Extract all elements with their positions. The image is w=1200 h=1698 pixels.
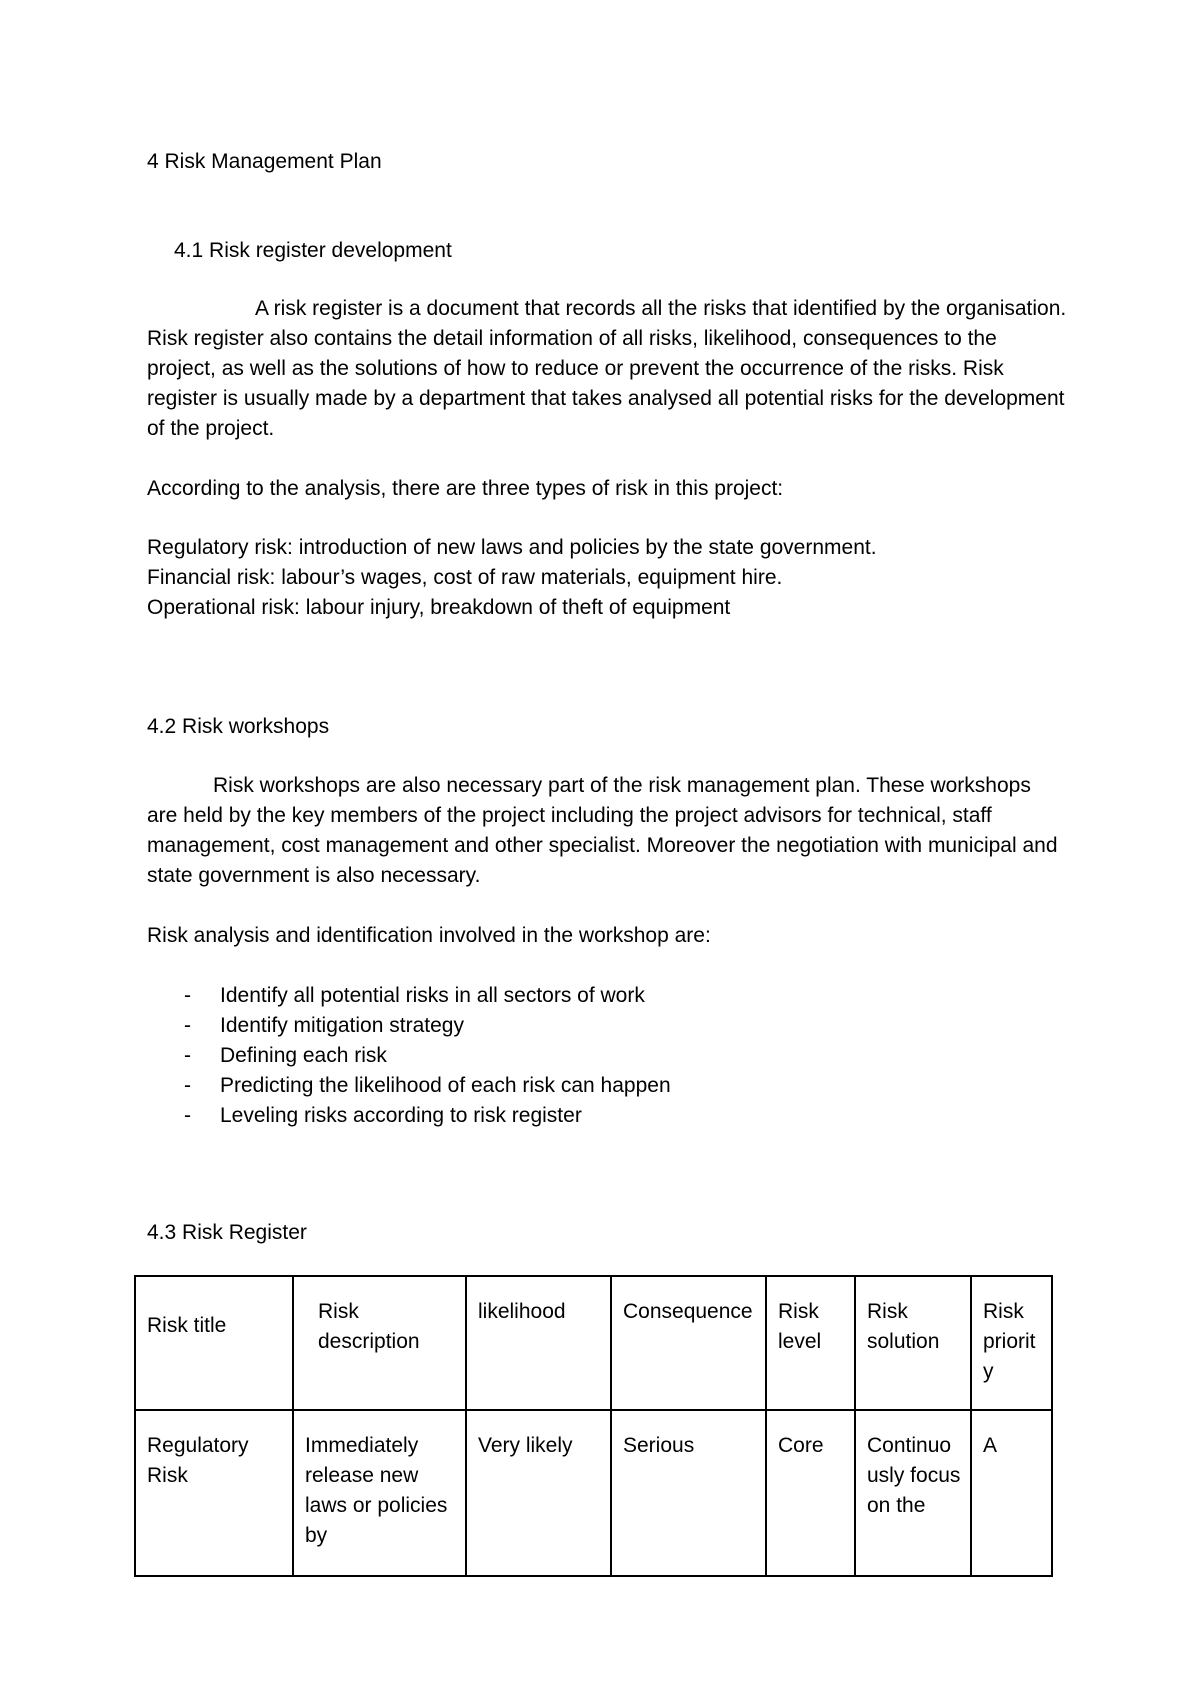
cell-risk-solution: Continuously focus on the — [855, 1410, 971, 1576]
bullet-dash: - — [184, 1074, 191, 1097]
section-4-1-title: 4.1 Risk register development — [174, 239, 452, 262]
cell-likelihood: Very likely — [466, 1410, 611, 1576]
risk-register-paragraph: A risk register is a document that records all the risks that identified by the organisation. Risk register also contains the detail information of all risks, likelihood, consequences to the project, as well as the solutions of how to reduce or prevent the occurrence of the risks. Risk register is usually made by a department that takes analysed all potential risks for the development of the project. — [147, 297, 1067, 440]
list-item-text: Identify mitigation strategy — [220, 1014, 464, 1037]
bullet-dash: - — [184, 984, 191, 1007]
list-item-text: Defining each risk — [220, 1044, 387, 1067]
list-item — [147, 1071, 671, 1101]
list-item-text: Predicting the likelihood of each risk can happen — [220, 1074, 671, 1097]
bullet-dash: - — [184, 1014, 191, 1037]
cell-consequence: Serious — [611, 1410, 766, 1576]
header-risk-solution: Risk solution — [855, 1276, 971, 1410]
header-risk-level: Risk level — [766, 1276, 855, 1410]
section-4-2-title: 4.2 Risk workshops — [147, 715, 330, 738]
risk-type-financial: Financial risk: labour’s wages, cost of raw materials, equipment hire. — [147, 566, 783, 589]
header-risk-title: Risk title — [135, 1276, 293, 1410]
workshop-list-intro: Risk analysis and identification involved in the workshop are: — [147, 924, 711, 947]
table-row — [135, 1410, 1052, 1576]
list-item — [147, 981, 671, 1011]
header-consequence: Consequence — [611, 1276, 766, 1410]
header-risk-priority: Risk priority — [971, 1276, 1052, 1410]
cell-risk-description: Immediately release new laws or policies by — [293, 1410, 466, 1576]
table-header-row — [135, 1276, 1052, 1410]
list-item — [147, 1041, 671, 1071]
cell-risk-priority: A — [971, 1410, 1052, 1576]
risk-type-operational: Operational risk: labour injury, breakdown of theft of equipment — [147, 596, 731, 619]
bullet-dash: - — [184, 1044, 191, 1067]
workshop-activities-list — [147, 981, 671, 1131]
header-risk-description: Risk description — [293, 1276, 466, 1410]
list-item — [147, 1101, 671, 1131]
cell-risk-level: Core — [766, 1410, 855, 1576]
section-4-3-title: 4.3 Risk Register — [147, 1221, 307, 1244]
main-heading: 4 Risk Management Plan — [147, 150, 382, 173]
analysis-intro: According to the analysis, there are three types of risk in this project: — [147, 477, 784, 500]
list-item-text: Identify all potential risks in all sectors of work — [220, 984, 645, 1007]
risk-register-table — [134, 1275, 1053, 1577]
bullet-dash: - — [184, 1104, 191, 1127]
list-item — [147, 1011, 671, 1041]
list-item-text: Leveling risks according to risk register — [220, 1104, 582, 1127]
header-likelihood: likelihood — [466, 1276, 611, 1410]
risk-type-regulatory: Regulatory risk: introduction of new laws and policies by the state government. — [147, 536, 877, 559]
risk-workshops-paragraph: Risk workshops are also necessary part of the risk management plan. These workshops are held by the key members of the project including the project advisors for technical, staff management, cost management and other specialist. Moreover the negotiation with municipal and state government is also necessary. — [147, 774, 1058, 887]
cell-risk-title: Regulatory Risk — [135, 1410, 293, 1576]
